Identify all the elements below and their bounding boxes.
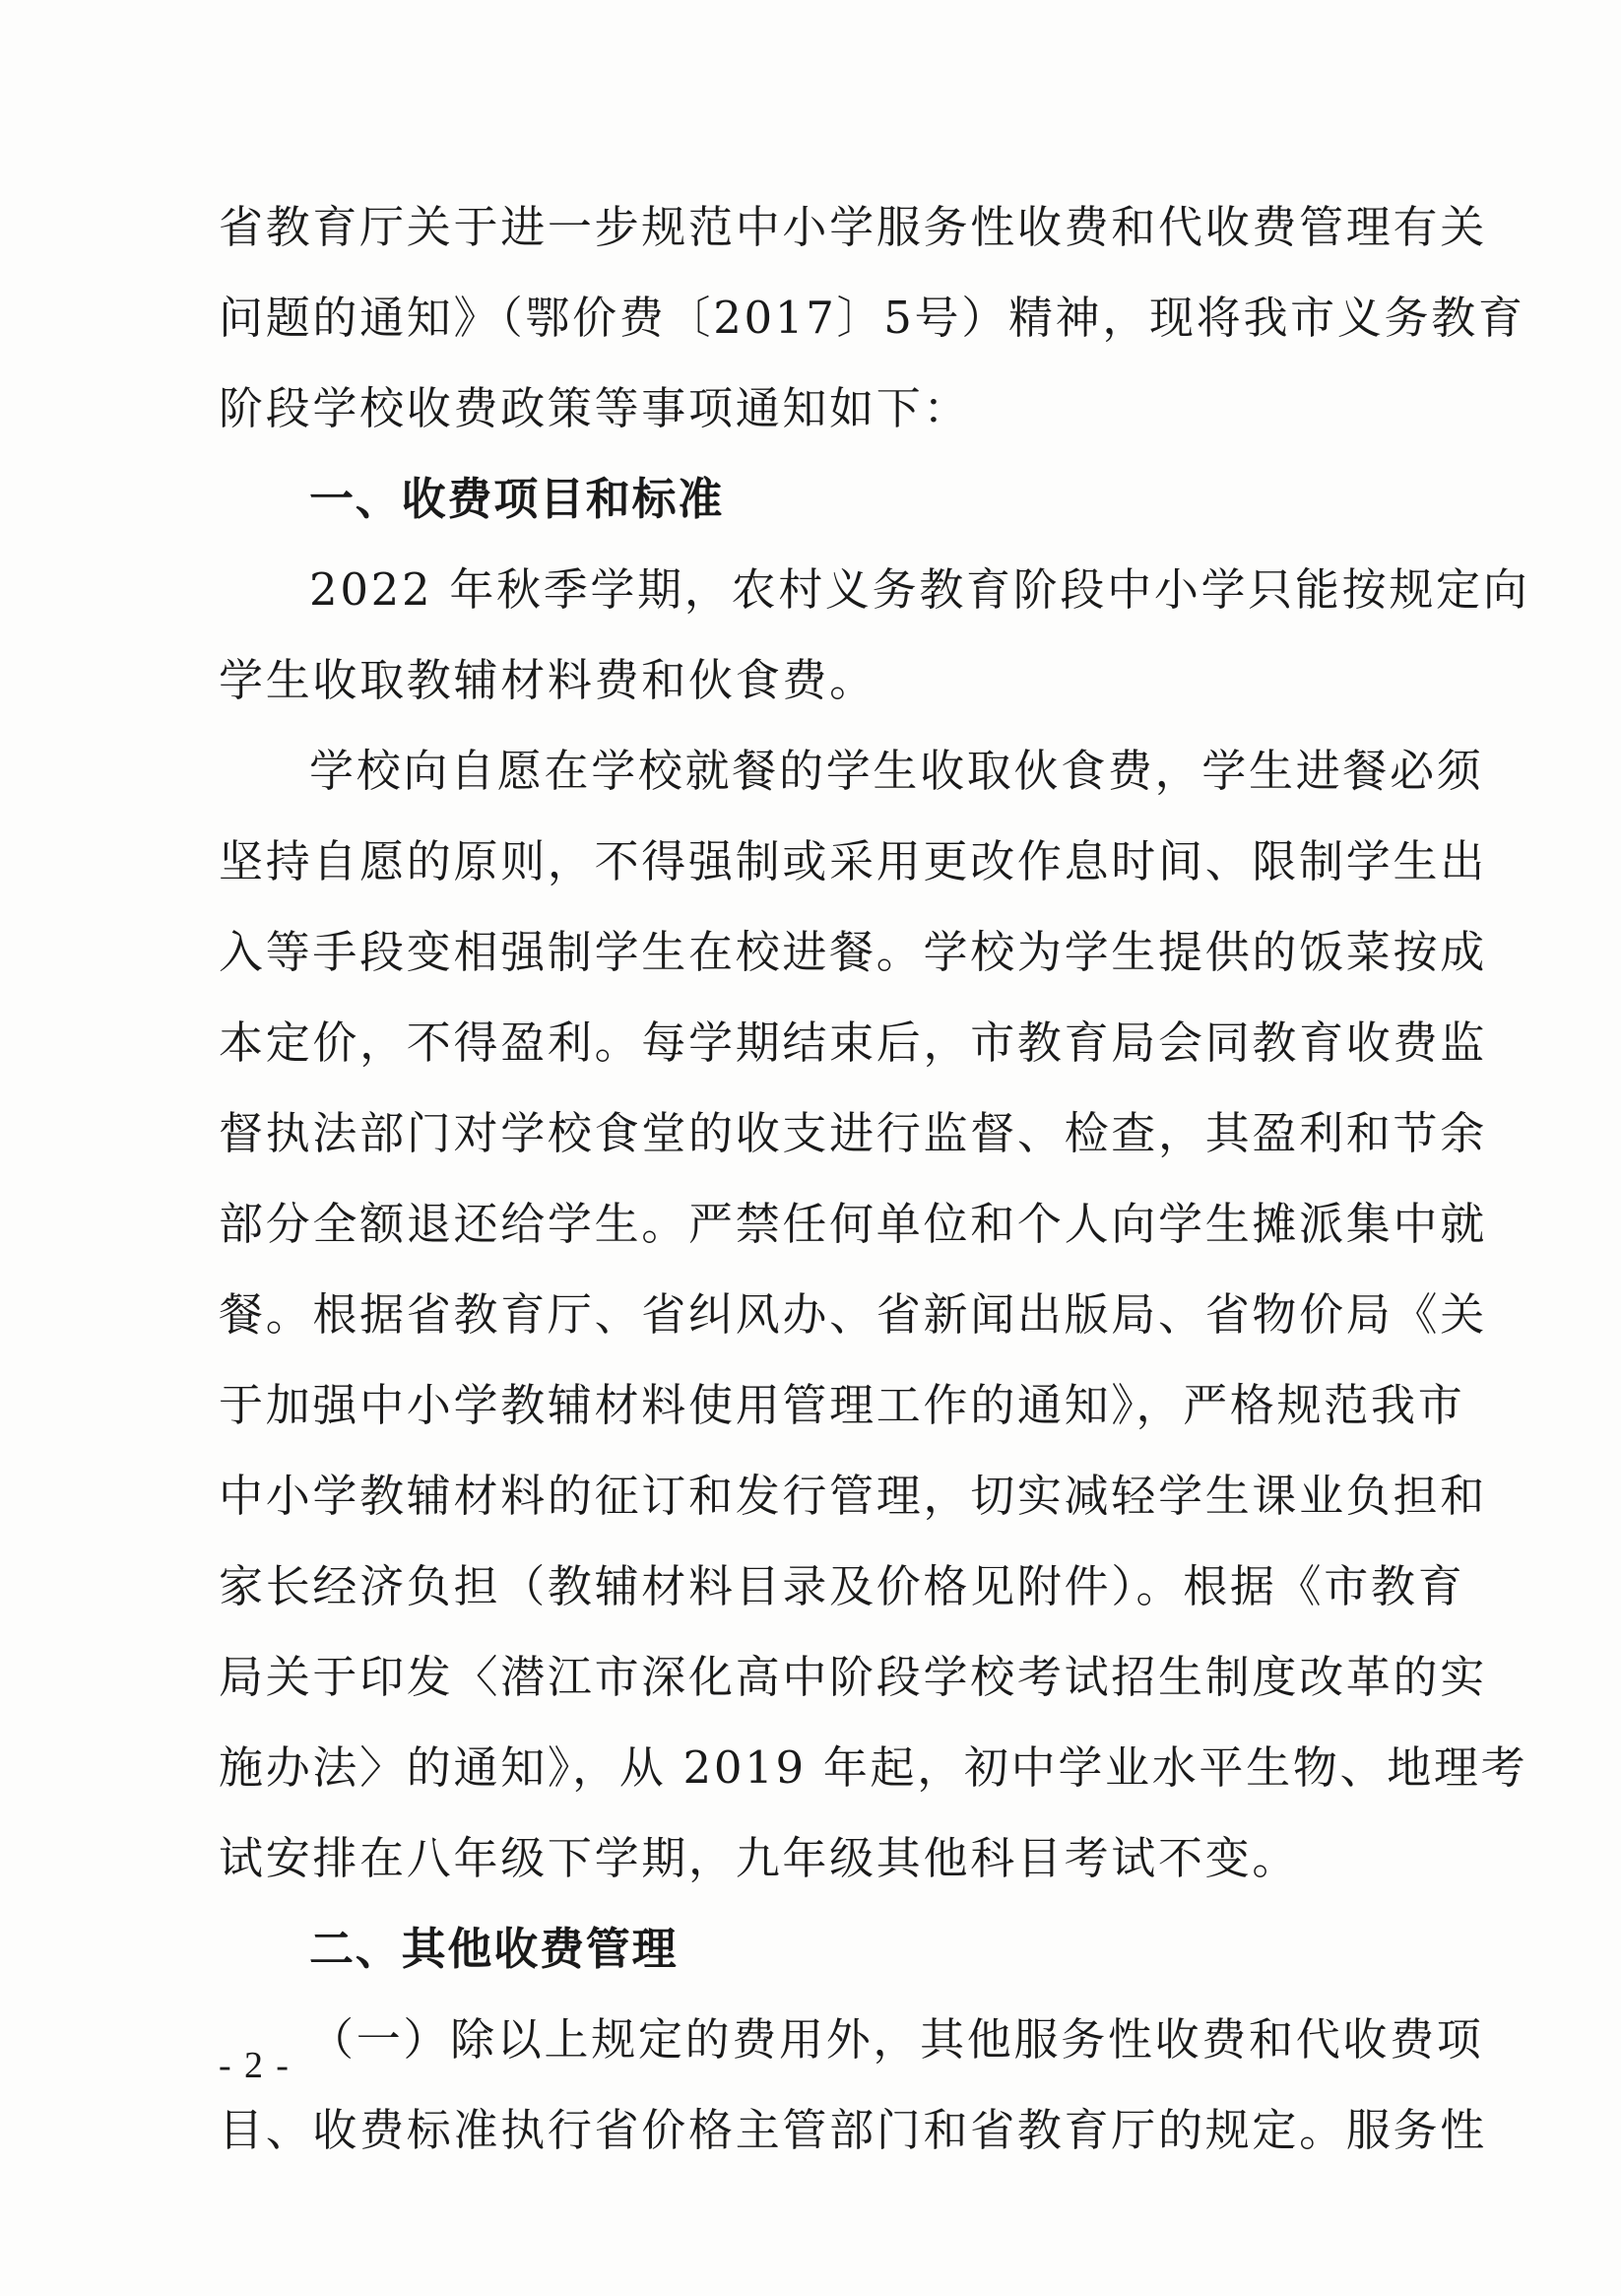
paragraph-line: 试安排在八年级下学期，九年级其他科目考试不变。 bbox=[219, 1832, 1300, 1884]
paragraph-line: 省教育厅关于进一步规范中小学服务性收费和代收费管理有关 bbox=[219, 201, 1487, 253]
paragraph-line: 问题的通知》（鄂价费〔2017〕5号）精神，现将我市义务教育 bbox=[219, 292, 1525, 344]
paragraph-line: 坚持自愿的原则，不得强制或采用更改作息时间、限制学生出 bbox=[219, 835, 1487, 887]
paragraph-line: 学生收取教辅材料费和伙食费。 bbox=[219, 654, 876, 706]
paragraph-line: 部分全额退还给学生。严禁任何单位和个人向学生摊派集中就 bbox=[219, 1198, 1487, 1250]
paragraph-line: 家长经济负担（教辅材料目录及价格见附件）。根据《市教育 bbox=[219, 1560, 1465, 1612]
paragraph-line: 于加强中小学教辅材料使用管理工作的通知》，严格规范我市 bbox=[219, 1379, 1465, 1431]
paragraph-line: 入等手段变相强制学生在校进餐。学校为学生提供的饭菜按成 bbox=[219, 926, 1487, 978]
paragraph-line: 学校向自愿在学校就餐的学生收取伙食费，学生进餐必须 bbox=[309, 745, 1484, 797]
paragraph-line: 本定价，不得盈利。每学期结束后，市教育局会同教育收费监 bbox=[219, 1017, 1487, 1069]
paragraph-line: 施办法〉的通知》，从 2019 年起，初中学业水平生物、地理考 bbox=[219, 1741, 1528, 1794]
paragraph-line: 餐。根据省教育厅、省纠风办、省新闻出版局、省物价局《关 bbox=[219, 1288, 1487, 1341]
paragraph-line: 目、收费标准执行省价格主管部门和省教育厅的规定。服务性 bbox=[219, 2104, 1487, 2156]
section-heading-2: 二、其他收费管理 bbox=[309, 1923, 679, 1975]
section-heading-1: 一、收费项目和标准 bbox=[309, 473, 725, 525]
paragraph-line: 督执法部门对学校食堂的收支进行监督、检查，其盈利和节余 bbox=[219, 1107, 1487, 1159]
paragraph-line: 阶段学校收费政策等事项通知如下： bbox=[219, 382, 971, 434]
paragraph-line: 2022 年秋季学期，农村义务教育阶段中小学只能按规定向 bbox=[309, 563, 1530, 616]
paragraph-line: 局关于印发〈潜江市深化高中阶段学校考试招生制度改革的实 bbox=[219, 1651, 1487, 1703]
paragraph-line: （一）除以上规定的费用外，其他服务性收费和代收费项 bbox=[309, 2013, 1484, 2066]
page-number: - 2 - bbox=[219, 2045, 291, 2086]
paragraph-line: 中小学教辅材料的征订和发行管理，切实减轻学生课业负担和 bbox=[219, 1470, 1487, 1522]
document-body bbox=[219, 182, 1530, 2176]
